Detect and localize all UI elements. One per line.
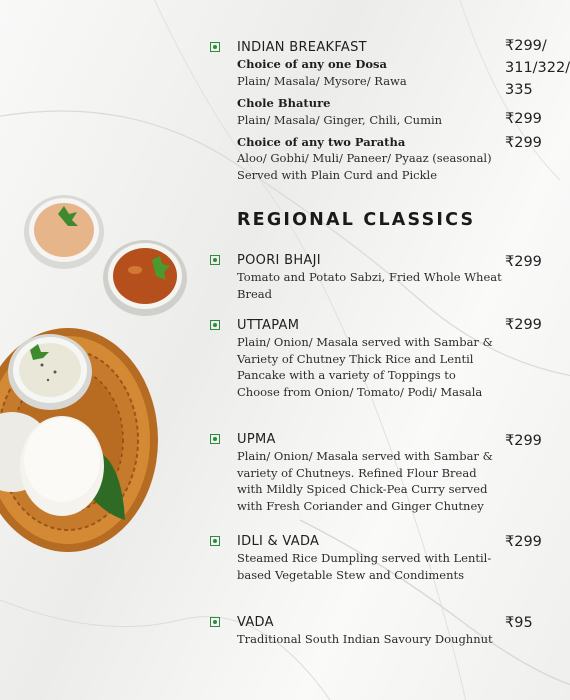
item-price-line-2: 311/322/: [505, 60, 570, 76]
item-desc: Plain/ Onion/ Masala served with Sambar & Variety of Chutney Thick Rice and Lentil Pancake with a variety of Toppings to Choose from Onion/ Tomato/ Podi/ Masala: [237, 335, 493, 399]
sub-price-paratha: ₹299: [505, 135, 542, 151]
sambar-bowl: [103, 240, 187, 316]
coconut-chutney-bowl: [24, 195, 104, 269]
sub-title-dosa: Choice of any one Dosa: [237, 57, 387, 71]
item-desc: Traditional South Indian Savoury Doughnut: [237, 632, 493, 646]
item-name: IDLI & VADA: [237, 534, 320, 549]
item-price: ₹299: [505, 317, 542, 333]
veg-icon: [210, 320, 220, 330]
item-name: POORI BHAJI: [237, 253, 321, 268]
sub-desc-dosa: Plain/ Masala/ Mysore/ Rawa: [237, 74, 407, 88]
item-desc: Steamed Rice Dumpling served with Lentil-based Vegetable Stew and Condiments: [237, 551, 492, 582]
item-name: VADA: [237, 615, 274, 630]
item-price: ₹299: [505, 254, 542, 270]
veg-icon: [210, 255, 220, 265]
item-price-line-3: 335: [505, 82, 533, 98]
veg-icon: [210, 617, 220, 627]
item-name: INDIAN BREAKFAST: [237, 40, 367, 55]
veg-icon: [210, 434, 220, 444]
item-price-line-1: ₹299/: [505, 38, 547, 54]
white-chutney-bowl: [8, 334, 92, 410]
item-desc: Plain/ Onion/ Masala served with Sambar & variety of Chutneys. Refined Flour Bread with Mildly Spiced Chick-Pea Curry served with Fresh Coriander and Ginger Chutney: [237, 449, 493, 513]
sub-title-chole-bhature: Chole Bhature: [237, 96, 331, 110]
veg-icon: [210, 536, 220, 546]
veg-icon: [210, 42, 220, 52]
item-desc: Tomato and Potato Sabzi, Fried Whole Wheat Bread: [237, 270, 502, 301]
sub-price-chole-bhature: ₹299: [505, 111, 542, 127]
item-name: UTTAPAM: [237, 318, 300, 333]
sub-desc-chole-bhature: Plain/ Masala/ Ginger, Chili, Cumin: [237, 113, 443, 127]
item-price: ₹95: [505, 615, 533, 631]
item-price: ₹299: [505, 433, 542, 449]
section-heading-regional-classics: REGIONAL CLASSICS: [237, 210, 476, 230]
sub-title-paratha: Choice of any two Paratha: [237, 135, 406, 149]
item-name: UPMA: [237, 432, 276, 447]
item-price: ₹299: [505, 534, 542, 550]
sub-desc-paratha: Aloo/ Gobhi/ Muli/ Paneer/ Pyaaz (seasonal) Served with Plain Curd and Pickle: [237, 151, 492, 182]
south-indian-platter-image: [0, 190, 200, 560]
